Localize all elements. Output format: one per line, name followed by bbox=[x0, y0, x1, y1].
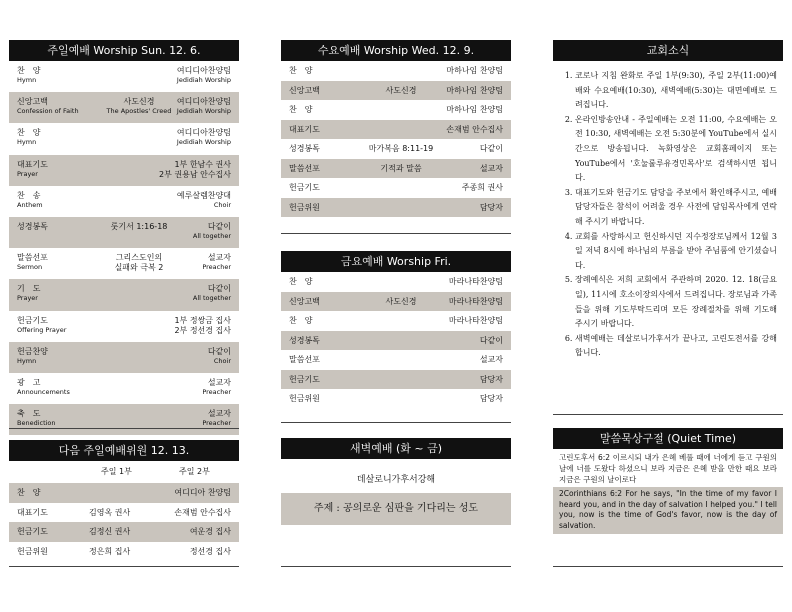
order-row bbox=[281, 178, 511, 198]
order-row bbox=[9, 248, 239, 279]
order-item bbox=[17, 284, 40, 302]
news-item: 2. 온라인방송안내 - 주일예배는 오전 11:00, 수요예배는 오전 10:30, 새벽예배는 오전 5:30분에 YouTube에서 실시간으로 방송됩니다. 녹화영상은 교회홈페이지 또는 YouTube에서 '호눌룰루유경민목사'로 검색하시면 됩니다. bbox=[575, 113, 777, 186]
detail-line-2: The Apostles' Creed bbox=[106, 107, 172, 116]
order-item-label: 성경봉독 bbox=[289, 144, 320, 153]
next-sunday-list bbox=[9, 483, 239, 561]
order-item-leader: 다같이 bbox=[479, 144, 503, 153]
leader-line-2: Preacher bbox=[202, 387, 231, 396]
leader-line-2: Choir bbox=[213, 356, 231, 365]
order-item bbox=[17, 66, 40, 84]
order-item bbox=[17, 128, 40, 146]
committee-first: 김영옥 권사 bbox=[89, 507, 131, 517]
committee-second: 정선경 집사 bbox=[189, 546, 231, 556]
order-item bbox=[17, 409, 56, 427]
committee-role: 찬 양 bbox=[17, 488, 41, 497]
committee-row bbox=[9, 542, 239, 562]
order-item-detail: 마가복음 8:11-19 bbox=[368, 144, 434, 153]
order-row bbox=[9, 155, 239, 186]
order-item-english: Hymn bbox=[17, 356, 37, 365]
dawn-service-section bbox=[281, 438, 511, 525]
order-row bbox=[281, 272, 511, 292]
dawn-service-title: 새벽예배 (화 ~ 금) bbox=[281, 438, 511, 459]
order-item-label: 성경봉독 bbox=[17, 221, 48, 231]
order-item-label: 말씀선포 bbox=[17, 253, 48, 263]
verse-english: 2Corinthians 6:2 For he says, "In the time of my favor I heard you, and in the day of salvation I helped you." I tell you, now is the time of God's favor, now is the day of salvation. bbox=[553, 487, 783, 534]
leader-line-2: All together bbox=[192, 294, 231, 303]
divider bbox=[553, 414, 783, 415]
committee-second: 여운경 집사 bbox=[189, 527, 231, 536]
order-row bbox=[9, 217, 239, 248]
divider bbox=[281, 233, 511, 234]
detail-line: 그리스도인의 bbox=[115, 253, 163, 263]
order-item-english: Hymn bbox=[17, 138, 37, 147]
church-news-title: 교회소식 bbox=[553, 40, 783, 61]
leader-line: 1부 정쌍금 집사 bbox=[174, 315, 231, 325]
sunday-service-title: 주일예배 Worship Sun. 12. 6. bbox=[9, 40, 239, 61]
order-item-english: Anthem bbox=[17, 200, 43, 209]
order-item-label: 헌금위원 bbox=[289, 202, 320, 212]
order-item-label: 말씀선포 bbox=[289, 163, 320, 173]
leader-line: 다같이 bbox=[207, 284, 231, 294]
next-sunday-section bbox=[9, 440, 239, 561]
order-row bbox=[9, 92, 239, 123]
order-row bbox=[9, 404, 239, 435]
committee-role: 헌금위원 bbox=[17, 546, 48, 556]
order-item bbox=[17, 97, 79, 115]
order-item bbox=[17, 347, 48, 365]
next-sunday-header-row bbox=[9, 461, 239, 483]
order-item-label: 대표기도 bbox=[17, 159, 48, 169]
order-item bbox=[17, 253, 48, 271]
order-item-detail bbox=[94, 253, 184, 273]
order-item-label: 광 고 bbox=[17, 377, 41, 387]
leader-line: 여디디아찬양팀 bbox=[176, 128, 231, 138]
order-item-leader bbox=[177, 191, 231, 209]
order-item-english: Benediction bbox=[17, 419, 56, 428]
order-item-leader bbox=[202, 253, 231, 271]
next-sunday-title: 다음 주일예배위원 12. 13. bbox=[9, 440, 239, 461]
order-row bbox=[9, 373, 239, 404]
divider bbox=[281, 422, 511, 423]
leader-line-2: All together bbox=[192, 231, 231, 240]
dawn-theme: 주제 : 공의로운 심판을 기다리는 성도 bbox=[281, 493, 511, 525]
news-item: 1. 코로나 지침 완화로 주일 1부(9:30), 주일 2부(11:00)예배와 수요예배(10:30), 새벽예배(5:30)는 대면예배로 드려집니다. bbox=[575, 69, 777, 113]
order-row bbox=[281, 311, 511, 331]
order-item-leader: 마하나임 찬양팀 bbox=[446, 85, 503, 95]
news-item: 4. 교회를 사랑하시고 헌신하시던 지수정장로님께서 12월 3일 저녁 8시에 하나님의 부름을 받아 주님품에 안기셨습니다. bbox=[575, 230, 777, 274]
order-item bbox=[17, 222, 48, 232]
church-news-list bbox=[553, 69, 783, 361]
order-row bbox=[281, 139, 511, 159]
order-row bbox=[281, 120, 511, 140]
leader-line: 설교자 bbox=[207, 409, 231, 419]
order-item-leader: 설교자 bbox=[479, 163, 503, 173]
order-item-english: Sermon bbox=[17, 263, 43, 272]
detail-line-2: 실패와 극복 2 bbox=[114, 263, 164, 273]
order-item-english: Confession of Faith bbox=[17, 107, 79, 116]
sunday-service-section bbox=[9, 40, 239, 435]
order-row bbox=[281, 198, 511, 218]
divider bbox=[553, 566, 783, 567]
order-row bbox=[9, 311, 239, 342]
quiet-time-title: 말씀묵상구절 (Quiet Time) bbox=[553, 428, 783, 449]
news-item: 5. 장례예식은 저희 교회에서 주관하며 2020. 12. 18(금요일), 11시에 호소이장의사에서 드려집니다. 장로님과 가족들을 위해 기도부탁드리며 모든 장례절차를 위해 기도해 주시기 바랍니다. bbox=[575, 273, 777, 331]
order-item-label: 말씀선포 bbox=[289, 355, 320, 364]
order-item-label: 헌금기도 bbox=[289, 374, 320, 384]
wednesday-order-list bbox=[281, 61, 511, 217]
order-item-english: Prayer bbox=[17, 169, 38, 178]
leader-line: 1부 한남수 권사 bbox=[174, 159, 231, 169]
committee-first: 김정신 권사 bbox=[89, 527, 131, 536]
friday-service-title: 금요예배 Worship Fri. bbox=[281, 251, 511, 272]
order-item-label: 신앙고백 bbox=[17, 97, 48, 107]
divider bbox=[9, 428, 239, 429]
news-item: 3. 대표기도와 헌금기도 담당을 주보에서 확인해주시고, 예배담당자들은 참석이 어려울 경우 사전에 담임목사에게 연락해 주시기 바랍니다. bbox=[575, 186, 777, 230]
leader-line: 예루살렘찬양대 bbox=[176, 190, 231, 200]
committee-row bbox=[9, 503, 239, 523]
order-item-leader bbox=[177, 66, 231, 84]
divider bbox=[9, 566, 239, 567]
order-item-leader: 마라나타찬양팀 bbox=[448, 296, 503, 306]
col2-header: 주일 2부 bbox=[179, 467, 210, 476]
committee-first: 정은희 집사 bbox=[89, 546, 131, 556]
order-item-english: Hymn bbox=[17, 76, 37, 84]
leader-line-2: Jedidiah Worship bbox=[176, 76, 231, 84]
friday-order-list bbox=[281, 272, 511, 409]
order-item-detail: 기적과 말씀 bbox=[380, 163, 422, 173]
order-item bbox=[17, 316, 66, 334]
leader-line-2: Jedidiah Worship bbox=[176, 138, 231, 147]
committee-role: 대표기도 bbox=[17, 507, 48, 517]
order-item-label: 찬 양 bbox=[17, 66, 41, 75]
order-item-label: 헌금위원 bbox=[289, 394, 320, 403]
order-row bbox=[9, 123, 239, 154]
order-item-label: 찬 양 bbox=[289, 277, 313, 286]
committee-second: 손재범 안수집사 bbox=[174, 507, 231, 517]
order-item-label: 찬 양 bbox=[17, 128, 41, 138]
friday-service-section bbox=[281, 251, 511, 409]
order-row bbox=[281, 389, 511, 409]
order-item-detail bbox=[94, 97, 184, 115]
order-item-label: 헌금찬양 bbox=[17, 346, 48, 356]
order-item bbox=[17, 378, 70, 396]
order-row bbox=[281, 159, 511, 179]
order-item-label: 기 도 bbox=[17, 284, 41, 294]
news-item: 6. 새벽예배는 데살로니가후서가 끝나고, 고린도전서를 강해합니다. bbox=[575, 332, 777, 361]
order-row bbox=[281, 100, 511, 120]
order-item-detail bbox=[94, 222, 184, 232]
detail-line: 룻기서 1:16-18 bbox=[110, 221, 168, 231]
order-row bbox=[9, 61, 239, 92]
detail-line: 사도신경 bbox=[123, 97, 155, 107]
order-item-label: 축 도 bbox=[17, 409, 41, 419]
order-item-label: 성경봉독 bbox=[289, 335, 320, 345]
order-row bbox=[281, 350, 511, 370]
quiet-time-section bbox=[553, 428, 783, 534]
order-item-label: 찬 양 bbox=[289, 316, 313, 325]
committee-row bbox=[9, 522, 239, 542]
leader-line: 다같이 bbox=[207, 221, 231, 231]
order-item-label: 헌금기도 bbox=[289, 183, 320, 192]
order-item-leader bbox=[177, 128, 231, 146]
order-item-label: 헌금기도 bbox=[17, 315, 48, 325]
order-item-leader: 담당자 bbox=[479, 374, 503, 384]
order-item bbox=[17, 160, 48, 178]
order-item-label: 대표기도 bbox=[289, 124, 320, 134]
order-row bbox=[281, 292, 511, 312]
committee-second: 여디디아 찬양팀 bbox=[174, 488, 231, 497]
leader-line-2: Choir bbox=[213, 200, 231, 209]
order-item-detail: 사도신경 bbox=[385, 296, 417, 306]
order-item-leader bbox=[177, 97, 231, 115]
order-item-label: 신앙고백 bbox=[289, 296, 320, 306]
order-item-label: 찬 양 bbox=[289, 66, 313, 75]
order-row bbox=[9, 279, 239, 310]
order-item-leader: 손재범 안수집사 bbox=[446, 124, 503, 134]
dawn-book: 데살로니가후서강해 bbox=[356, 475, 436, 485]
leader-line-2: Preacher bbox=[202, 263, 231, 272]
leader-line: 다같이 bbox=[207, 346, 231, 356]
order-item-leader bbox=[193, 222, 231, 240]
committee-role: 헌금기도 bbox=[17, 527, 48, 536]
order-row bbox=[9, 342, 239, 373]
order-row bbox=[281, 61, 511, 81]
leader-line-2: Jedidiah Worship bbox=[176, 107, 231, 116]
leader-line: 설교자 bbox=[207, 253, 231, 263]
col1-header: 주일 1부 bbox=[101, 467, 132, 476]
leader-line-2: Preacher bbox=[202, 419, 231, 428]
order-item-english: Announcements bbox=[17, 387, 70, 396]
order-item-leader: 설교자 bbox=[479, 355, 503, 364]
order-item-leader bbox=[174, 316, 231, 336]
leader-line: 여디디아찬양팀 bbox=[176, 66, 231, 75]
order-item-leader: 마라나타찬양팀 bbox=[448, 277, 503, 286]
leader-line-2: 2부 정선경 집사 bbox=[174, 325, 231, 335]
order-item-leader: 담당자 bbox=[479, 202, 503, 212]
order-item-english: Offering Prayer bbox=[17, 325, 67, 334]
order-row bbox=[281, 370, 511, 390]
order-item-leader bbox=[202, 378, 231, 396]
order-row bbox=[281, 331, 511, 351]
order-item-leader: 마라나타찬양팀 bbox=[448, 316, 503, 325]
order-item-english: Prayer bbox=[17, 294, 38, 303]
order-item-label: 찬 송 bbox=[17, 190, 41, 200]
verse-korean: 고린도후서 6:2 이르시되 내가 은혜 베풀 때에 너에게 듣고 구원의 날에 너를 도왔다 하셨으니 보라 지금은 은혜 받을 만한 때요 보라 지금은 구원의 날이로다 bbox=[559, 453, 777, 484]
leader-line-2: 2부 권용남 안수집사 bbox=[159, 169, 231, 179]
committee-row bbox=[9, 483, 239, 503]
leader-line: 설교자 bbox=[207, 377, 231, 387]
order-item-leader bbox=[208, 347, 231, 365]
wednesday-service-section bbox=[281, 40, 511, 217]
wednesday-service-title: 수요예배 Worship Wed. 12. 9. bbox=[281, 40, 511, 61]
order-item-leader: 마하나임 찬양팀 bbox=[446, 66, 503, 75]
order-item-leader: 다같이 bbox=[479, 335, 503, 345]
church-news-section bbox=[553, 40, 783, 361]
order-item-leader bbox=[159, 160, 231, 180]
order-item-label: 신앙고백 bbox=[289, 85, 320, 95]
leader-line: 여디디아찬양팀 bbox=[176, 97, 231, 107]
order-item-leader bbox=[202, 409, 231, 427]
order-item-leader: 담당자 bbox=[479, 394, 503, 403]
order-item-leader bbox=[193, 284, 231, 302]
order-item-detail: 사도신경 bbox=[385, 85, 417, 95]
order-item-label: 찬 양 bbox=[289, 105, 313, 114]
divider bbox=[281, 566, 511, 567]
sunday-order-list bbox=[9, 61, 239, 435]
order-item-leader: 주종희 권사 bbox=[461, 183, 503, 192]
order-item-leader: 마하나임 찬양팀 bbox=[446, 105, 503, 114]
order-row bbox=[9, 186, 239, 217]
order-item bbox=[17, 191, 43, 209]
order-row bbox=[281, 81, 511, 101]
